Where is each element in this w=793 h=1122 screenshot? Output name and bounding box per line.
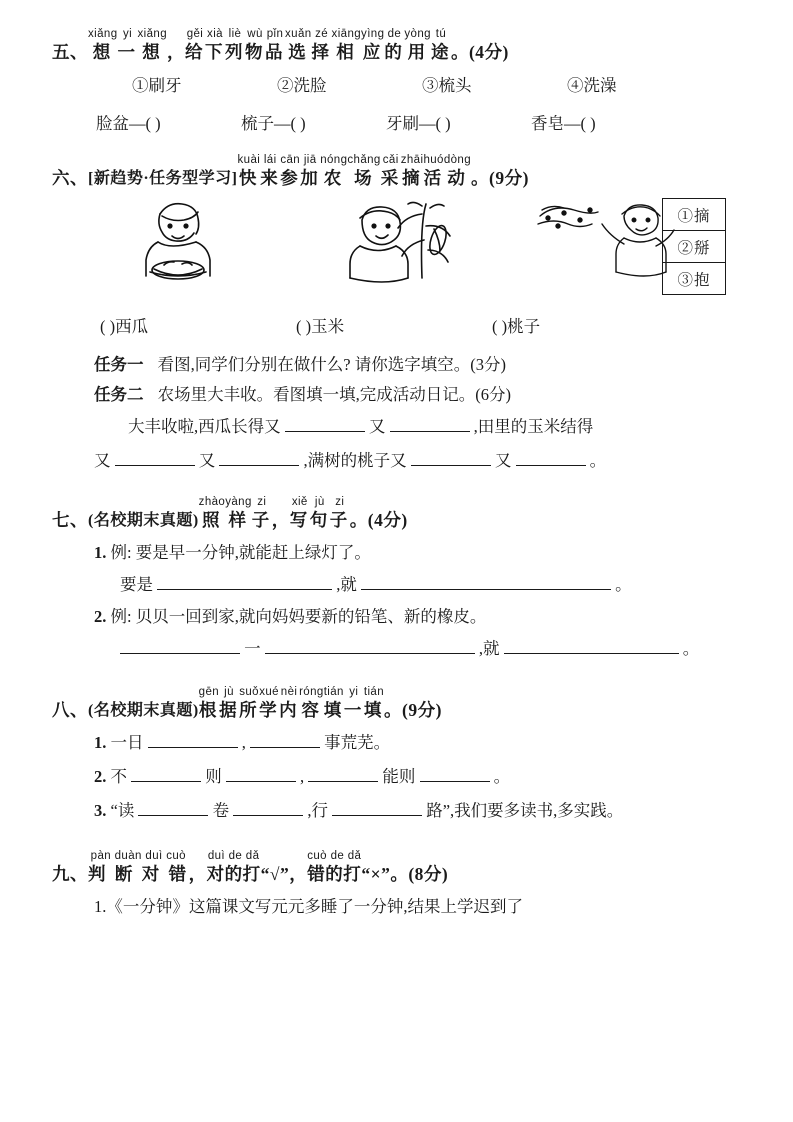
diary-blank-6[interactable] [516, 465, 586, 466]
section-five-answer-pairs [58, 110, 734, 138]
pinyin-duideda: duì de dǎ [207, 850, 260, 862]
han-nei: 内 [279, 700, 300, 720]
s8-item-3-blank-2[interactable] [233, 815, 303, 816]
item-1-blank-1[interactable] [157, 589, 332, 590]
ruby-can [280, 154, 300, 190]
han-period-8: 。 [384, 700, 402, 720]
ruby-yong [404, 28, 431, 64]
section-five-options [58, 72, 734, 100]
pinyin-xiang: xiǎng [88, 28, 118, 40]
pinyin-chang: chǎng [347, 154, 381, 166]
section-seven [52, 496, 734, 666]
ruby-duideda [207, 850, 261, 886]
ruby-lie [225, 28, 245, 64]
han-zhao: 照 [201, 510, 222, 530]
choice-bai[interactable]: ②掰 [663, 231, 725, 263]
han-cai: 采 [380, 168, 401, 188]
pinyin-panduanduicuo: pàn duàn duì cuò [90, 850, 186, 862]
han-tian: 填 [323, 700, 344, 720]
item-2-blank-2[interactable] [265, 653, 475, 654]
han-panduanduicuo: 判 断 对 错 [88, 864, 189, 884]
han-yang: 样 [228, 510, 249, 530]
label-xigua[interactable]: ( )西瓜 [100, 317, 149, 336]
ruby-panduanduicuo [88, 850, 189, 886]
ruby-xue [259, 686, 279, 722]
s8-item-1-b: , [241, 733, 246, 752]
s8-item-2-blank-2[interactable] [226, 781, 296, 782]
section-nine-item-1 [58, 892, 734, 922]
pinyin-huo: huó [423, 154, 444, 166]
pinyin-zhai: zhāi [400, 154, 424, 166]
han-zhai: 摘 [402, 168, 423, 188]
ruby-yi8 [344, 686, 364, 722]
section-seven-number: 七、 [52, 510, 88, 530]
ruby-chang [347, 154, 380, 190]
ruby-ju [310, 496, 330, 532]
section-five-heading [52, 28, 734, 64]
ruby-dong [444, 154, 471, 190]
han-zi2: 子 [329, 510, 350, 530]
section-eight-tag: (名校期末真题) [88, 702, 199, 719]
pinyin-xie: xiě [291, 496, 308, 508]
pinyin-tian: tián [323, 686, 344, 698]
s8-item-1-a: 一日 [110, 733, 144, 752]
diary-blank-4[interactable] [219, 465, 299, 466]
section-nine [52, 850, 734, 922]
diary-text-1a: 大丰收啦,西瓜长得又 [128, 417, 281, 436]
section-seven-item-2-answer [58, 632, 734, 666]
pair-xiangzao[interactable]: 香皂—( ) [531, 114, 596, 133]
task-one-label: 任务一 [94, 355, 144, 374]
pinyin-wu: wù [247, 28, 263, 40]
section-eight-item-1 [58, 726, 734, 760]
diary-text-2b: 又 [198, 451, 216, 470]
han-xiang: 想 [92, 42, 113, 62]
pinyin-tian2: tián [363, 686, 384, 698]
s8-item-3-a: “读 [110, 801, 135, 820]
han-ze: 择 [311, 42, 332, 62]
option-1: ①刷牙 [132, 76, 182, 95]
han-yong: 用 [407, 42, 428, 62]
item-1-number: 1. [94, 543, 107, 562]
pinyin-yong: yòng [404, 28, 431, 40]
pinyin-gei: gěi [186, 28, 204, 40]
item-1-answer-a: 要是 [120, 575, 153, 594]
ruby-jia [300, 154, 320, 190]
pinyin-xue: xué [259, 686, 279, 698]
han-can: 参 [280, 168, 301, 188]
section-six-score: (9分) [489, 168, 529, 188]
pinyin-gen: gēn [198, 686, 220, 698]
section-six-picture-labels [58, 314, 734, 340]
task-two-label: 任务二 [94, 385, 144, 404]
option-3: ③梳头 [422, 76, 472, 95]
s8-item-2-blank-3[interactable] [308, 781, 378, 782]
ruby-tian [324, 686, 344, 722]
diary-text-2a: 又 [94, 451, 111, 470]
s8-item-2-number: 2. [94, 767, 107, 786]
pinyin-xia: xià [207, 28, 223, 40]
han-ju8: 据 [219, 700, 240, 720]
pinyin-nong: nóng [320, 154, 348, 166]
section-seven-score: (4分) [367, 510, 408, 530]
han-ju: 句 [309, 510, 330, 530]
han-xie: 写 [289, 510, 310, 530]
section-six-choice-box [662, 198, 726, 295]
ruby-cai [381, 154, 401, 190]
section-five-score: (4分) [468, 42, 509, 62]
ruby-zi [252, 496, 272, 532]
han-gei: 给 [185, 42, 205, 62]
section-six-pictures [58, 196, 734, 314]
s9-item-1-text: 1.《一分钟》这篇课文写元元多睡了一分钟,结果上学迟到了 [94, 897, 523, 916]
diary-text-2c: ,满树的桃子又 [303, 451, 407, 470]
choice-zhai[interactable]: ①摘 [663, 199, 725, 231]
han-xuan: 选 [288, 42, 309, 62]
han-xiang3: 相 [336, 42, 357, 62]
s8-item-1-c: 事荒芜。 [324, 733, 391, 752]
han-xue: 学 [259, 700, 280, 720]
han-cross-mark: “×”。 [361, 864, 409, 884]
ruby-huo [423, 154, 443, 190]
pinyin-zhao: zhào [198, 496, 226, 508]
ruby-de [384, 28, 404, 64]
section-seven-item-1-answer [58, 568, 734, 602]
s8-item-3-b: 卷 [212, 801, 230, 820]
pinyin-yang: yàng [225, 496, 252, 508]
han-period-7: 。 [349, 510, 368, 530]
label-yumi[interactable]: ( )玉米 [296, 317, 345, 336]
han-gen: 根 [198, 700, 219, 720]
pinyin-pin: pǐn [266, 28, 284, 40]
pinyin-lai: lái [263, 154, 277, 166]
section-seven-tag: (名校期末真题) [88, 512, 199, 529]
pinyin-yi: yi [122, 28, 133, 40]
item-1-answer-c: 。 [615, 575, 632, 594]
section-six-tag: [新趋势·任务型学习] [88, 170, 238, 187]
han-zi: 子 [251, 510, 272, 530]
item-2-blank-3[interactable] [504, 653, 679, 654]
pinyin-xiang3: xiāng [331, 28, 362, 40]
corn-girl-illustration [326, 196, 486, 288]
choice-bao[interactable]: ③抱 [677, 272, 711, 289]
han-comma: ， [167, 42, 185, 62]
ruby-kuai [238, 154, 261, 190]
task-one-text: 看图,同学们分别在做什么? 请你选字填空。(3分) [157, 355, 506, 374]
diary-text-2e: 。 [589, 451, 607, 470]
picture-peach-boy [528, 196, 678, 282]
han-duideda: 对的打 [206, 864, 261, 884]
diary-blank-3[interactable] [115, 465, 195, 466]
section-eight-number: 八、 [52, 700, 88, 720]
ruby-gen [199, 686, 219, 722]
ruby-ying [361, 28, 384, 64]
s8-item-2-c: , [300, 767, 305, 786]
s8-item-2-d: 能则 [382, 767, 416, 786]
pinyin-jia: jiā [303, 154, 317, 166]
pinyin-cuodeda: cuò de dǎ [307, 850, 362, 862]
ruby-lai [260, 154, 280, 190]
ruby-xiang [88, 28, 118, 64]
ruby-xuan [285, 28, 312, 64]
section-seven-heading [52, 496, 734, 532]
pinyin-xuan: xuǎn [285, 28, 312, 40]
diary-line-two [58, 444, 734, 478]
s8-item-3-d: 路”,我们要多读书,多实践。 [426, 801, 624, 820]
han-xiang2: 想 [142, 42, 163, 62]
han-de: 的 [384, 42, 405, 62]
section-six-number: 六、 [52, 168, 88, 188]
ruby-nei [279, 686, 299, 722]
han-comma-9: ， [188, 864, 207, 884]
han-suo: 所 [239, 700, 260, 720]
ruby-tu [431, 28, 451, 64]
section-six-heading [52, 154, 734, 190]
s8-item-1-blank-1[interactable] [148, 747, 238, 748]
s8-item-3-blank-1[interactable] [138, 815, 208, 816]
han-period-6: 。 [471, 168, 490, 188]
item-1-blank-2[interactable] [361, 589, 611, 590]
han-tu: 途 [430, 42, 451, 62]
han-ying: 应 [362, 42, 383, 62]
pinyin-suo: suǒ [239, 686, 259, 698]
pair-shuzi[interactable]: 梳子—( ) [241, 114, 306, 133]
ruby-yang [225, 496, 252, 532]
pinyin-ying: yìng [361, 28, 385, 40]
pinyin-tu: tú [435, 28, 447, 40]
ruby-nong [320, 154, 347, 190]
pinyin-ju: jù [314, 496, 325, 508]
ruby-ju8 [219, 686, 239, 722]
item-2-answer-c: 。 [682, 639, 700, 658]
ruby-zhao [199, 496, 226, 532]
pair-lianpen[interactable]: 脸盆—( ) [96, 114, 161, 133]
ruby-ze [312, 28, 332, 64]
diary-text-2d: 又 [494, 451, 512, 470]
han-check-mark: “√”， [260, 864, 308, 884]
pinyin-nei: nèi [280, 686, 298, 698]
s8-item-1-number: 1. [94, 733, 107, 752]
ruby-rong [299, 686, 324, 722]
han-yi: 一 [117, 42, 138, 62]
pinyin-kuai: kuài [237, 154, 261, 166]
section-eight-item-2 [58, 760, 734, 794]
page-content [52, 28, 734, 924]
item-1-example-prefix: 例: [110, 543, 132, 562]
han-nong: 农 [323, 168, 344, 188]
han-pin: 品 [265, 42, 285, 62]
han-jia: 加 [300, 168, 321, 188]
section-eight-item-3 [58, 794, 734, 828]
ruby-zhai [401, 154, 424, 190]
section-six [52, 154, 734, 478]
option-2: ②洗脸 [277, 76, 327, 95]
han-dong: 动 [447, 168, 468, 188]
diary-line-one [58, 410, 734, 444]
ruby-wu [245, 28, 265, 64]
ruby-zi2 [330, 496, 350, 532]
ruby-gei [185, 28, 205, 64]
pinyin-dong: dòng [443, 154, 472, 166]
han-rong: 容 [301, 700, 322, 720]
s8-item-2-b: 则 [205, 767, 222, 786]
diary-blank-5[interactable] [411, 465, 491, 466]
pinyin-rong: róng [299, 686, 324, 698]
pinyin-can: cān [280, 154, 301, 166]
ruby-tian2 [364, 686, 384, 722]
section-eight-heading [52, 686, 734, 722]
pinyin-zi: zi [257, 496, 267, 508]
han-tian2: 填 [363, 700, 384, 720]
ruby-yi [118, 28, 138, 64]
ruby-xie [290, 496, 310, 532]
s8-item-3-c: ,行 [307, 801, 328, 820]
ruby-pin [265, 28, 285, 64]
item-2-number: 2. [94, 607, 107, 626]
pinyin-ju8: jù [224, 686, 234, 698]
ruby-xiang2 [138, 28, 168, 64]
item-1-answer-b: ,就 [336, 575, 357, 594]
section-six-task-one [58, 350, 734, 380]
task-two-text: 农场里大丰收。看图填一填,完成活动日记。(6分) [157, 385, 511, 404]
han-lai: 来 [260, 168, 281, 188]
s8-item-1-blank-2[interactable] [250, 747, 320, 748]
diary-text-1c: ,田里的玉米结得 [473, 417, 594, 436]
s8-item-2-blank-1[interactable] [131, 781, 201, 782]
s8-item-3-blank-3[interactable] [332, 815, 422, 816]
han-chang: 场 [354, 168, 375, 188]
pinyin-de: de [387, 28, 402, 40]
ruby-xia [205, 28, 225, 64]
watermelon-boy-illustration [120, 196, 270, 288]
han-yi8: 一 [343, 700, 364, 720]
option-4: ④洗澡 [567, 76, 617, 95]
han-wu: 物 [245, 42, 265, 62]
han-comma-7: ， [271, 510, 290, 530]
item-1-example-text: 要是早一分钟,就能赶上绿灯了。 [135, 543, 371, 562]
pinyin-ze: zé [315, 28, 329, 40]
section-five [52, 28, 734, 138]
diary-blank-2[interactable] [390, 431, 470, 432]
section-six-task-two [58, 380, 734, 410]
section-nine-score: (8分) [408, 864, 449, 884]
section-five-number: 五、 [52, 42, 88, 62]
section-nine-number: 九、 [52, 864, 88, 884]
s8-item-3-number: 3. [94, 801, 107, 820]
han-lie: 列 [225, 42, 245, 62]
section-nine-heading [52, 850, 734, 886]
han-cuodeda: 错的打 [307, 864, 362, 884]
ruby-cuodeda [307, 850, 361, 886]
pinyin-zi2: zi [335, 496, 345, 508]
han-period: 。 [450, 42, 469, 62]
pair-yashua[interactable]: 牙刷—( ) [386, 114, 451, 133]
han-huo: 活 [423, 168, 444, 188]
section-eight-score: (9分) [402, 700, 442, 720]
picture-watermelon-boy [120, 196, 270, 282]
s8-item-2-a: 不 [110, 767, 127, 786]
han-xia: 下 [205, 42, 225, 62]
ruby-xiang3 [332, 28, 362, 64]
ruby-suo [239, 686, 259, 722]
section-eight [52, 686, 734, 828]
picture-corn-girl [326, 196, 476, 282]
pinyin-lie: liè [228, 28, 242, 40]
pinyin-cai: cǎi [382, 154, 399, 166]
s8-item-2-blank-4[interactable] [420, 781, 490, 782]
section-seven-item-2-example [58, 602, 734, 632]
item-2-blank-1[interactable] [120, 653, 240, 654]
pinyin-yi8: yi [349, 686, 359, 698]
diary-text-1b: 又 [368, 417, 386, 436]
han-kuai: 快 [238, 168, 259, 188]
diary-blank-1[interactable] [285, 431, 365, 432]
s8-item-2-e: 。 [493, 767, 511, 786]
item-2-example-prefix: 例: [110, 607, 132, 626]
item-2-answer-b: ,就 [478, 639, 500, 658]
item-2-example-text: 贝贝一回到家,就向妈妈要新的铅笔、新的橡皮。 [135, 607, 487, 626]
label-taozi[interactable]: ( )桃子 [492, 317, 541, 336]
section-seven-item-1-example [58, 538, 734, 568]
pinyin-xiang2: xiǎng [137, 28, 167, 40]
item-2-answer-a: 一 [244, 639, 261, 658]
